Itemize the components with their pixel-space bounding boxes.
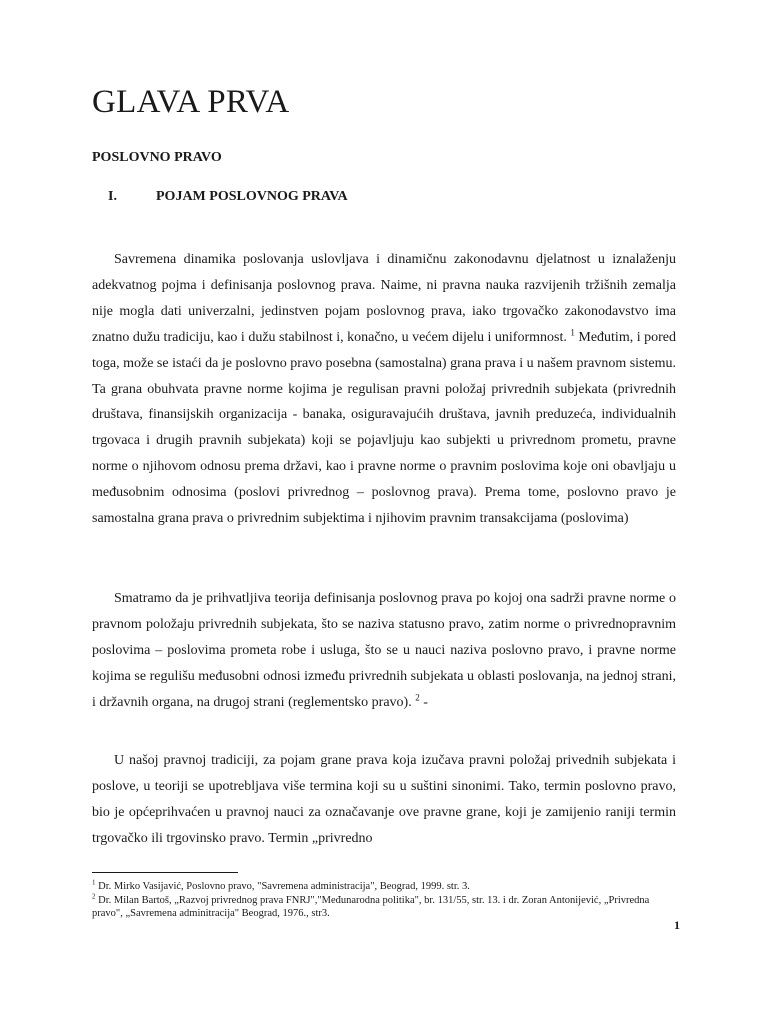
chapter-title: GLAVA PRVA [92,84,290,120]
footnote-text: Dr. Mirko Vasijavić, Poslovno pravo, "Savremena administracija", Beograd, 1999. str. 3. [95,881,470,892]
section-title: POSLOVNO PRAVO [92,150,222,165]
subsection-number: I. [108,189,117,204]
footnote-reference[interactable]: 1 [570,327,575,338]
footnote-reference[interactable]: 2 [415,691,420,702]
footnote-text: Dr. Milan Bartoš, „Razvoj privrednog prava FNRJ","Međunarodna politika", br. 131/55, str. 13. i dr. Zoran Antonijević, „Privredna pravo", „Savremena adminitracija" Beograd, 1976., str3. [92,895,650,919]
body-paragraph [92,586,676,716]
body-paragraph [92,247,676,532]
footnote-separator [92,872,238,873]
body-paragraph [92,748,676,852]
footnote-number: 2 [92,892,96,901]
subsection-heading [92,189,676,205]
paragraph-text: Međutim, i pored toga, može se istaći da je poslovno pravo posebna (samostalna) grana prava i u našem pravnom sistemu. Ta grana obuhvata pravne norme kojima je regulisan pravni položaj privrednih subjekata (privrednih društava, finansijskih organizacija - banaka, osiguravajućih društava, javnih preduzeća, individualnih trgovaca i drugih pravnih subjekata) koji se pojavljuju kao subjekti u privrednom prometu, pravne norme o njihovom odnosu prema državi, kao i pravne norme o pravnim poslovima koje oni obavljaju u međusobnim odnosima (poslovi privrednog – poslovnog prava). Prema tome, poslovno pravo je samostalna grana prava o privrednim subjektima i njihovim pravnim transakcijama (poslovima) [92,329,676,527]
paragraph-text: Smatramo da je prihvatljiva teorija definisanja poslovnog prava po kojoj ona sadrži pravne norme o pravnom položaju privrednih subjekata, što se naziva statusno pravo, zatim norme o privrednopravnim poslovima – poslovima prometa robe i usluga, što se u nauci naziva poslovno pravo, i pravne norme kojima se regulišu međusobni odnosi između privrednih subjekata u oblasti poslovanja, na jednoj strani, i državnih organa, na drugoj strani (reglementsko pravo). [92,591,676,710]
footnote [92,894,676,920]
paragraph-text: U našoj pravnoj tradiciji, za pojam grane prava koja izučava pravni položaj privednih subjekata i poslove, u teoriji se upotrebljava više termina koji su u suštini sinonimi. Tako, termin poslovno pravo, bio je općeprihvaćen u pravnoj nauci za označavanje ove pravne grane, koji je zamijenio raniji termin trgovačko ili trgovinsko pravo. Termin „privredno [92,753,676,846]
page-number: 1 [674,918,680,932]
paragraph-text: Savremena dinamika poslovanja uslovljava i dinamičnu zakonodavnu djelatnost u iznalaženju adekvatnog pojma i definisanja poslovnog prava. Naime, ni pravna nauka razvijenih tržišnih zemalja nije mogla dati univerzalni, jedinstven pojam poslovnog prava, iako trgovačko zakonodavstvo ima znatno dužu tradiciju, kao i dužu stabilnost i, konačno, u većem dijelu i uniformnost. [92,252,676,345]
footnote-number: 1 [92,878,96,887]
paragraph-text: - [419,694,428,710]
footnote [92,880,676,893]
subsection-title: POJAM POSLOVNOG PRAVA [156,189,348,204]
